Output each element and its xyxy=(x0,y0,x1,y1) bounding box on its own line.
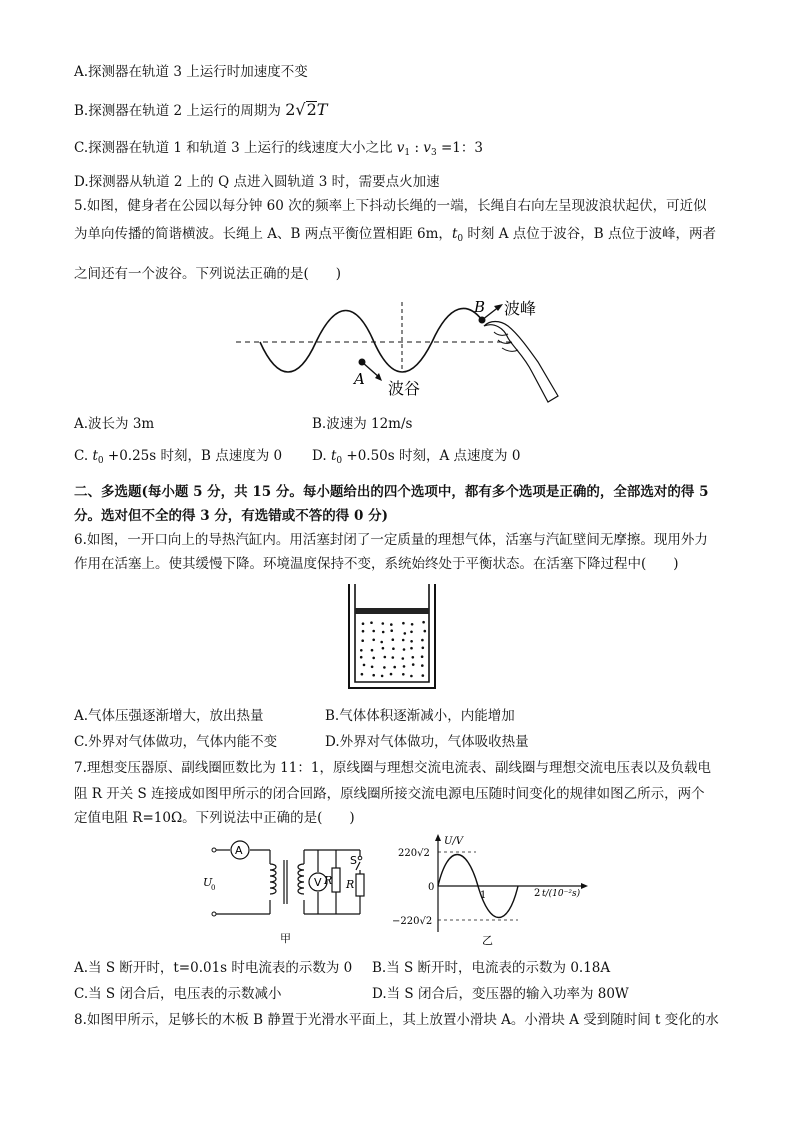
q5-option-d-t: t xyxy=(330,448,337,464)
gas-molecule-dot xyxy=(362,622,365,625)
cylinder-outer-wall xyxy=(349,584,435,688)
q4-option-a: A.探测器在轨道 3 上运行时加速度不变 xyxy=(74,64,308,80)
resistor-label-2: R xyxy=(346,878,355,891)
q7-stem-line2: 阻 R 开关 S 连接成如图甲所示的闭合回路，原线圈所接交流电源电压随时间变化的规律如图乙所示，两个 xyxy=(74,786,705,802)
gas-molecule-dot xyxy=(382,647,385,650)
source-voltage-label: U xyxy=(203,876,213,889)
label-b: B xyxy=(474,298,486,316)
q8-stem-line1: 8.如图甲所示，足够长的木板 B 静置于光滑水平面上，其上放置小滑块 A。小滑块 A 受到随时间 t 变化的水 xyxy=(74,1012,719,1028)
voltage-waveform-figure xyxy=(392,834,602,948)
label-a: A xyxy=(354,370,365,388)
v1-sub: 1 xyxy=(404,148,411,158)
gas-molecule-dot xyxy=(422,647,425,650)
q5-stem-line3: 之间还有一个波谷。下列说法正确的是( ) xyxy=(74,266,342,282)
q5-stem-line2-b: 时刻 A 点位于波谷，B 点位于波峰，两者 xyxy=(463,226,716,242)
gas-molecule-dot xyxy=(372,674,375,677)
gas-molecule-dot xyxy=(372,657,375,660)
q6-option-a: A.气体压强逐渐增大，放出热量 xyxy=(74,708,264,724)
section2-heading-line2: 分。选对但不全的得 3 分，有选错或不答的得 0 分) xyxy=(74,508,388,524)
q4-option-b-text: B.探测器在轨道 2 上运行的周期为 xyxy=(74,103,286,119)
label-trough: 波谷 xyxy=(388,379,421,398)
gas-molecule-dot xyxy=(392,656,395,659)
gas-molecule-dot xyxy=(371,666,374,669)
q5-stem-line1: 5.如图，健身者在公园以每分钟 60 次的频率上下抖动长绳的一端，长绳自右向左呈现波浪状起伏，可近似 xyxy=(74,198,707,214)
gas-molecule-dot xyxy=(371,649,374,652)
q4-option-d: D.探测器从轨道 2 上的 Q 点进入圆轨道 3 时，需要点火加速 xyxy=(74,174,440,190)
q4-option-b-coef: 2 xyxy=(285,100,296,119)
q5-option-c-post: +0.25s 时刻，B 点速度为 0 xyxy=(103,448,283,464)
q5-option-c xyxy=(74,446,282,471)
q5-option-c-sub: 0 xyxy=(97,456,104,466)
y-axis-label: U/V xyxy=(444,836,464,847)
q7-option-d: D.当 S 闭合后，变压器的输入功率为 80W xyxy=(372,986,629,1002)
q5-option-c-pre: C. xyxy=(74,448,93,464)
v1-var: v xyxy=(396,140,405,156)
gas-molecule-dot xyxy=(372,630,375,633)
gas-molecule-dot xyxy=(384,656,387,659)
voltmeter-label: V xyxy=(314,876,322,889)
y-max-label: 220√2 xyxy=(398,848,430,859)
gas-molecule-dot xyxy=(372,639,375,642)
gas-molecule-dot xyxy=(403,665,406,668)
rope-wave xyxy=(260,308,482,372)
gas-molecule-dot xyxy=(421,639,424,642)
gas-molecule-dot xyxy=(403,648,406,651)
q5-option-b: B.波速为 12m/s xyxy=(312,416,413,432)
gas-molecule-dot xyxy=(402,657,405,660)
gas-molecule-dot xyxy=(392,647,395,650)
y-min-label: −220√2 xyxy=(392,916,433,927)
primary-coil-icon xyxy=(270,864,276,894)
section2-heading-line1: 二、多选题(每小题 5 分，共 15 分。每小题给出的四个选项中，都有多个选项是正确的，全部选对的得 5 xyxy=(74,484,709,500)
q5-option-c-t: t xyxy=(92,448,98,464)
gas-molecule-dot xyxy=(402,639,405,642)
wave-figure xyxy=(232,292,562,404)
v3-sub: 3 xyxy=(430,148,437,158)
gas-molecule-dot xyxy=(362,630,365,633)
gas-molecule-dot xyxy=(402,622,405,625)
q4-option-b-root: 2 xyxy=(306,100,317,119)
q7-option-c: C.当 S 闭合后，电压表的示数减小 xyxy=(74,986,282,1002)
q4-option-b xyxy=(74,100,754,121)
gas-molecule-dot xyxy=(363,664,366,667)
q5-option-d-sub: 0 xyxy=(336,456,343,466)
source-voltage-sub: 0 xyxy=(211,884,216,892)
q5-stem-line2 xyxy=(74,224,754,249)
t0-sub: 0 xyxy=(457,234,464,244)
sqrt-symbol: √ xyxy=(295,100,306,119)
gas-molecules xyxy=(360,621,426,677)
gas-molecule-dot xyxy=(393,666,396,669)
x-tick-1: 1 xyxy=(480,890,487,901)
piston xyxy=(355,608,429,614)
q5-option-a: A.波长为 3m xyxy=(74,416,155,432)
label-crest: 波峰 xyxy=(504,299,537,318)
gas-molecule-dot xyxy=(402,673,405,676)
gas-molecule-dot xyxy=(410,647,413,650)
q6-stem-line1: 6.如图，一开口向上的导热汽缸内。用活塞封闭了一定质量的理想气体，活塞与汽缸壁间无摩擦。现用外力 xyxy=(74,532,708,548)
gas-molecule-dot xyxy=(360,649,363,652)
x-tick-2: 2 xyxy=(534,888,541,899)
gas-molecule-dot xyxy=(392,638,395,641)
gas-molecule-dot xyxy=(422,621,425,624)
caption-yi: 乙 xyxy=(482,934,493,947)
gas-molecule-dot xyxy=(422,674,425,677)
q6-option-d: D.外界对气体做功，气体吸收热量 xyxy=(325,734,529,750)
secondary-coil-icon xyxy=(298,864,304,894)
caption-jia: 甲 xyxy=(280,932,291,945)
colon: : xyxy=(410,140,424,156)
gas-molecule-dot xyxy=(390,673,393,676)
v3-var: v xyxy=(423,140,431,156)
ammeter-label: A xyxy=(235,844,243,857)
switch-label: S xyxy=(350,854,357,867)
t0-var: t xyxy=(451,226,458,242)
ratio-suffix: =1：3 xyxy=(436,140,483,156)
q6-stem-line2: 作用在活塞上。使其缓慢下降。环境温度保持不变，系统始终处于平衡状态。在活塞下降过程中( ) xyxy=(74,556,679,572)
q5-option-d-post: +0.50s 时刻，A 点速度为 0 xyxy=(342,448,521,464)
gas-molecule-dot xyxy=(381,675,384,678)
q7-stem-line1: 7.理想变压器原、副线圈匝数比为 11：1，原线圈与理想交流电流表、副线圈与理想交流电压表以及负载电 xyxy=(74,760,711,776)
gas-molecule-dot xyxy=(412,663,415,666)
q5-stem-line2-a: 为单向传播的简谐横波。长绳上 A、B 两点平衡位置相距 6m， xyxy=(74,226,452,242)
gas-molecule-dot xyxy=(412,656,415,659)
gas-molecule-dot xyxy=(380,641,383,644)
cylinder-figure xyxy=(345,582,445,694)
gas-molecule-dot xyxy=(390,623,393,626)
gas-molecule-dot xyxy=(410,631,413,634)
q7-option-b: B.当 S 断开时，电流表的示数为 0.18A xyxy=(372,960,611,976)
q4-option-c-text: C.探测器在轨道 1 和轨道 3 上运行的线速度大小之比 xyxy=(74,140,397,156)
gas-molecule-dot xyxy=(411,623,414,626)
gas-molecule-dot xyxy=(382,622,385,625)
gas-molecule-dot xyxy=(370,621,373,624)
q7-option-a: A.当 S 断开时，t=0.01s 时电流表的示数为 0 xyxy=(74,960,353,976)
q7-stem-line3: 定值电阻 R=10Ω。下列说法中正确的是( ) xyxy=(74,810,355,826)
q5-option-d-pre: D. xyxy=(312,448,331,464)
q6-option-b: B.气体体积逐渐减小，内能增加 xyxy=(325,708,515,724)
x-axis-label: t/(10⁻²s) xyxy=(542,889,581,899)
gas-molecule-dot xyxy=(360,656,363,659)
q5-option-d xyxy=(312,446,520,471)
gas-molecule-dot xyxy=(421,664,424,667)
gas-molecule-dot xyxy=(410,675,413,678)
origin-label: 0 xyxy=(428,882,435,893)
gas-molecule-dot xyxy=(382,631,385,634)
gas-molecule-dot xyxy=(424,630,427,633)
q4-option-c xyxy=(74,138,754,163)
q4-option-b-var: T xyxy=(316,100,328,119)
gas-molecule-dot xyxy=(421,655,424,658)
gas-molecule-dot xyxy=(404,632,407,635)
gas-molecule-dot xyxy=(390,629,393,632)
gas-molecule-dot xyxy=(361,639,364,642)
resistor-label-1: R xyxy=(324,874,333,887)
transformer-circuit-figure xyxy=(200,838,380,948)
gas-molecule-dot xyxy=(410,640,413,643)
cylinder-inner-wall xyxy=(355,584,429,682)
gas-molecule-dot xyxy=(361,673,364,676)
gas-molecule-dot xyxy=(383,666,386,669)
q6-option-c: C.外界对气体做功，气体内能不变 xyxy=(74,734,278,750)
